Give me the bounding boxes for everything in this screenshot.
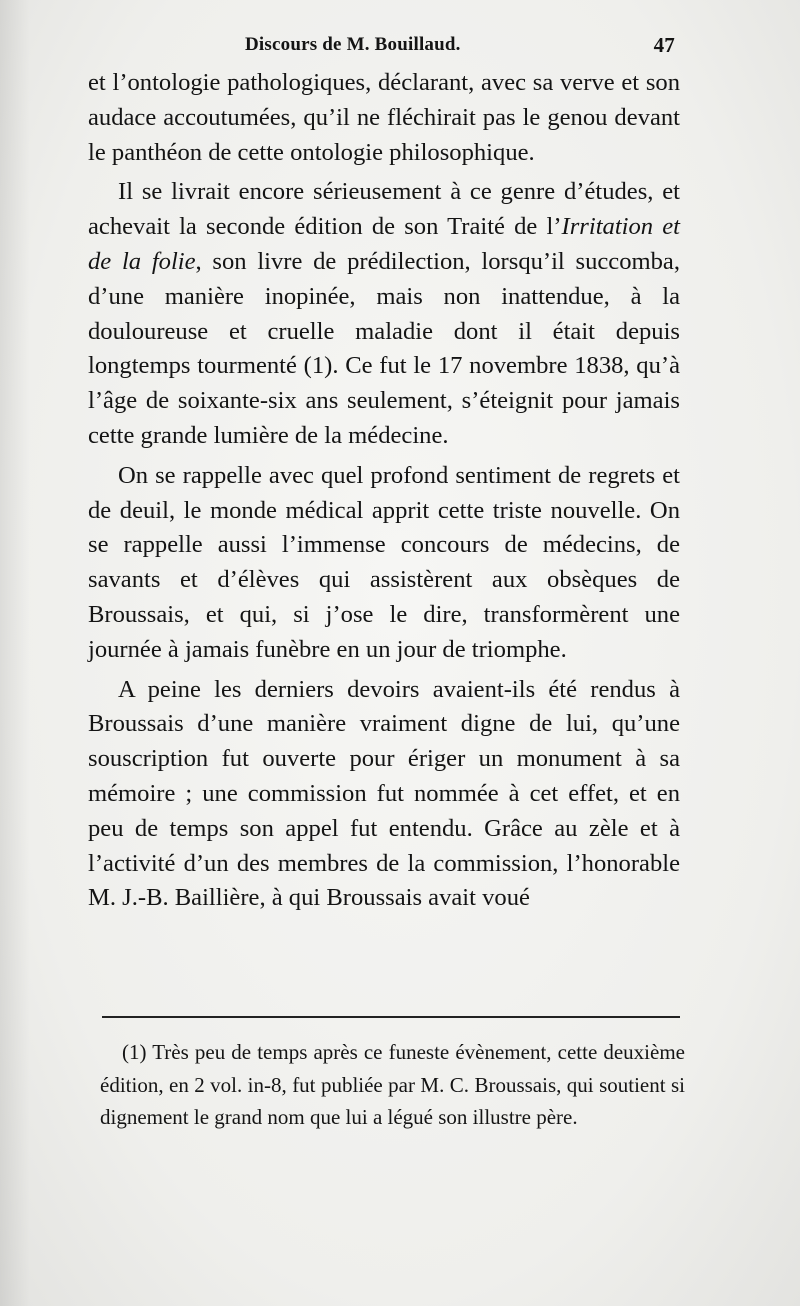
paragraph-2-part-a: Il se livrait encore sérieusement à ce genre d’études, et achevait la seconde édition de son Traité de l’ — [88, 178, 680, 241]
footnote-divider — [102, 1016, 680, 1018]
footnote — [100, 1036, 685, 1134]
paragraph-4: A peine les derniers devoirs avaient-ils été rendus à Broussais d’une manière vraiment digne de lui, qu’une souscription fut ouverte pour ériger un monument à sa mémoire ; une commission fut nommée à cet effet, et en peu de temps son appel fut entendu. Grâce au zèle et à l’activité d’un des membres de la commission, l’honorable M. J.-B. Baillière, à qui Broussais avait voué — [88, 675, 680, 912]
paragraph-2-part-b: , son livre de prédilection, lorsqu’il succomba, d’une manière inopinée, mais non inattendue, à la douloureuse et cruelle maladie dont il était depuis longtemps tourmenté (1). Ce fut le 17 novembre 1838, qu’à l’âge de soixante-six ans seulement, s’éteignit pour jamais cette grande lumière de la médecine. — [88, 247, 680, 449]
footnote-text: (1) Très peu de temps après ce funeste évènement, cette deuxième édition, en 2 vol. in-8, fut publiée par M. C. Broussais, qui soutient si dignement le grand nom que lui a légué son illustre père. — [100, 1040, 685, 1129]
running-head — [100, 30, 675, 62]
main-text — [88, 66, 680, 916]
paragraph-1: et l’ontologie pathologiques, déclarant, avec sa verve et son audace accoutumées, qu’il ne fléchirait pas le genou devant le panthéon de cette ontologie philosophique. — [88, 69, 680, 166]
paragraph-2 — [88, 175, 680, 453]
page-number: 47 — [653, 33, 675, 57]
paragraph-3: On se rappelle avec quel profond sentiment de regrets et de deuil, le monde médical apprit cette triste nouvelle. On se rappelle aussi l’immense concours de médecins, de savants et d’élèves qui assistèrent aux obsèques de Broussais, et qui, si j’ose le dire, transformèrent une journée à jamais funèbre en un jour de triomphe. — [88, 461, 680, 663]
running-title: Discours de M. Bouillaud. — [245, 34, 461, 55]
book-title-italic: Irritation et de la folie — [88, 213, 681, 275]
